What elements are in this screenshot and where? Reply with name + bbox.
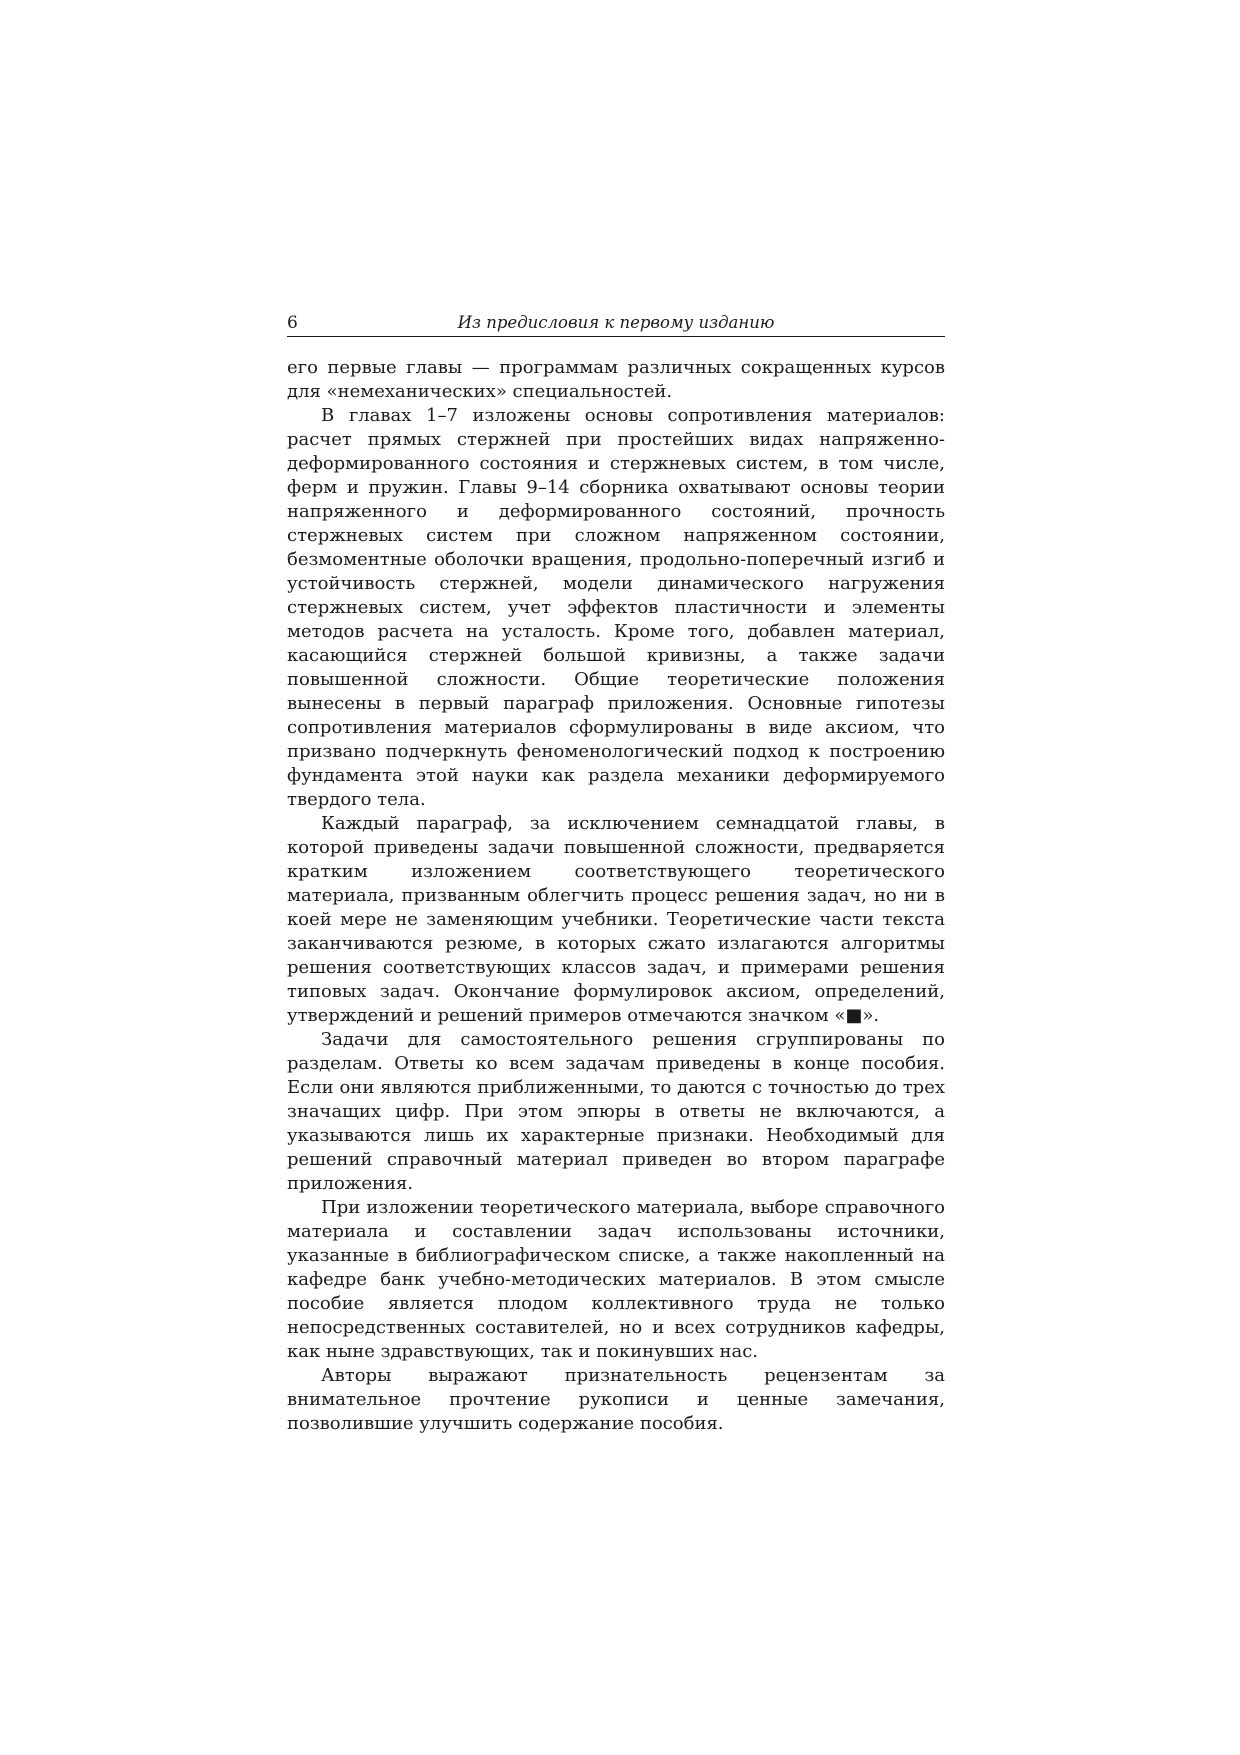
running-header <box>287 312 945 337</box>
paragraph-continuation: его первые главы — программам различных сокращенных курсов для «немеханических» специальностей. <box>287 357 945 402</box>
paragraph-acknowledgements: Авторы выражают признательность рецензентам за внимательное прочтение рукописи и ценные замечания, позволившие улучшить содержание пособия. <box>287 1365 945 1434</box>
body-text <box>287 356 945 1436</box>
paragraph-sources: При изложении теоретического материала, выборе справочного материала и составлении задач использованы источники, указанные в библиографическом списке, а также накопленный на кафедре банк учебно-методических материалов. В этом смысле пособие является плодом коллективного труда не только непосредственных составителей, но и всех сотрудников кафедры, как ныне здравствующих, так и покинувших нас. <box>287 1197 945 1362</box>
page-number: 6 <box>287 313 298 333</box>
paragraph-problems-answers: Задачи для самостоятельного решения сгруппированы по разделам. Ответы ко всем задачам приведены в конце пособия. Если они являются приближенными, то даются с точностью до трех значащих цифр. При этом эпюры в ответы не включаются, а указываются лишь их характерные признаки. Необходимый для решений справочный материал приведен во втором параграфе приложения. <box>287 1029 945 1194</box>
paragraph-chapters-overview: В главах 1–7 изложены основы сопротивления материалов: расчет прямых стержней при простейших видах напряженно-деформированного состояния и стержневых систем, в том числе, ферм и пружин. Главы 9–14 сборника охватывают основы теории напряженного и деформированного состояний, прочность стержневых систем при сложном напряженном состоянии, безмоментные оболочки вращения, продольно-поперечный изгиб и устойчивость стержней, модели динамического нагружения стержневых систем, учет эффектов пластичности и элементы методов расчета на усталость. Кроме того, добавлен материал, касающийся стержней большой кривизны, а также задачи повышенной сложности. Общие теоретические положения вынесены в первый параграф приложения. Основные гипотезы сопротивления материалов сформулированы в виде аксиом, что призвано подчеркнуть феноменологический подход к построению фундамента этой науки как раздела механики деформируемого твердого тела. <box>287 405 945 810</box>
running-title: Из предисловия к первому изданию <box>457 313 775 332</box>
paragraph-section-structure: Каждый параграф, за исключением семнадцатой главы, в которой приведены задачи повышенной сложности, предваряется кратким изложением соответствующего теоретического материала, призванным облегчить процесс решения задач, но ни в коей мере не заменяющим учебники. Теоретические части текста заканчиваются резюме, в которых сжато излагаются алгоритмы решения соответствующих классов задач, и примерами решения типовых задач. Окончание формулировок аксиом, определений, утверждений и решений примеров отмечаются значком «■». <box>287 813 945 1026</box>
